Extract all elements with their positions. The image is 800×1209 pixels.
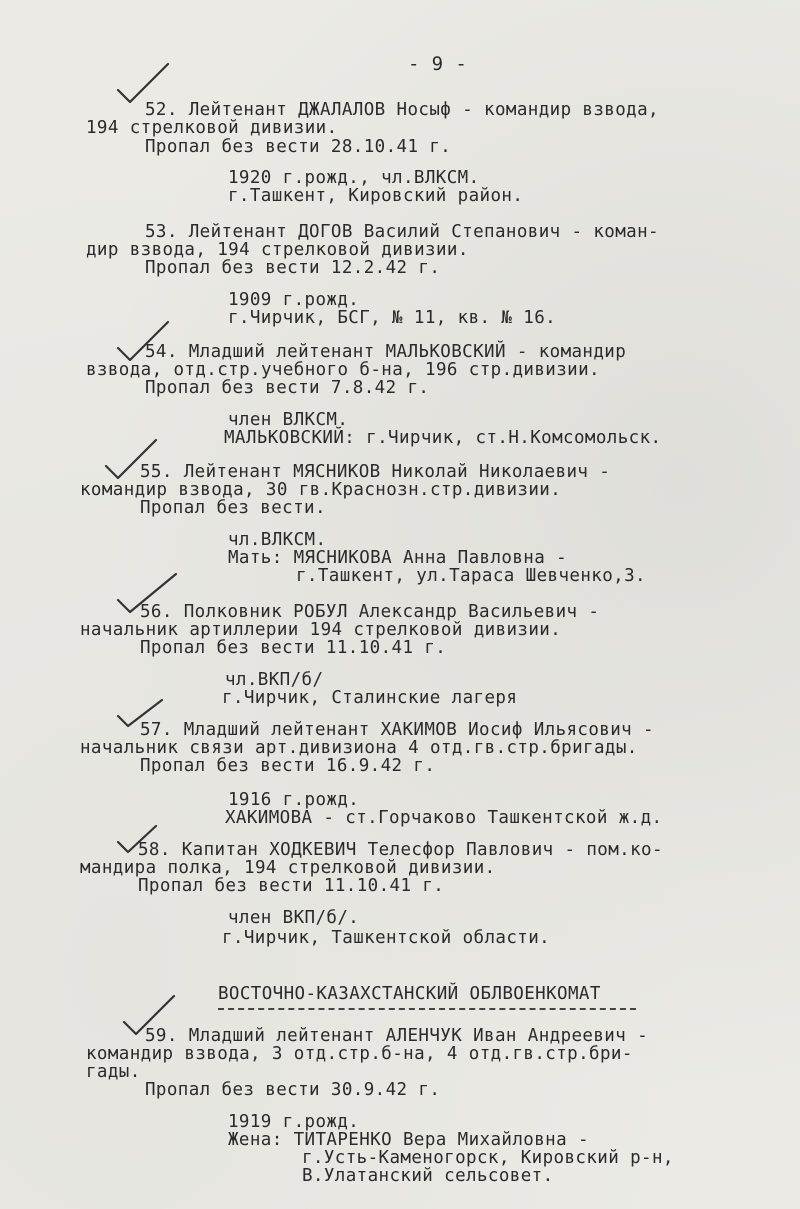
entry-53-info1: 1909 г.рожд. bbox=[228, 290, 360, 310]
entry-54-line2: взвода, отд.стр.учебного б-на, 196 стр.дивизии. bbox=[86, 360, 600, 380]
entry-55-line1: 55. Лейтенант МЯСНИКОВ Николай Николаевич - bbox=[140, 462, 611, 482]
entry-59-info1: 1919 г.рожд. bbox=[228, 1112, 360, 1132]
entry-57-missing: Пропал без вести 16.9.42 г. bbox=[140, 756, 436, 776]
entry-56-info1: чл.ВКП/б/ bbox=[225, 670, 324, 690]
entry-59-line3: гады. bbox=[86, 1062, 141, 1082]
entry-57-info1: 1916 г.рожд. bbox=[228, 790, 360, 810]
entry-59-line1: 59. Младший лейтенант АЛЕНЧУК Иван Андреевич - bbox=[145, 1026, 649, 1046]
entry-52-line1: 52. Лейтенант ДЖАЛАЛОВ Носыф - командир взвода, bbox=[145, 100, 659, 120]
entry-57-info2: ХАКИМОВА - ст.Горчаково Ташкентской ж.д. bbox=[225, 808, 663, 828]
page-number: - 9 - bbox=[408, 53, 468, 75]
entry-59-info2: Жена: ТИТАРЕНКО Вера Михайловна - bbox=[228, 1130, 589, 1150]
entry-54-line1: 54. Младший лейтенант МАЛЬКОВСКИЙ - командир bbox=[145, 342, 627, 362]
entry-54-info1: член ВЛКСМ. bbox=[228, 410, 349, 430]
entry-59-line2: командир взвода, 3 отд.стр.б-на, 4 отд.гв.стр.бри- bbox=[86, 1044, 633, 1064]
entry-55-info2: Мать: МЯСНИКОВА Анна Павловна - bbox=[228, 548, 568, 568]
entry-52-info1: 1920 г.рожд., чл.ВЛКСМ. bbox=[228, 168, 480, 188]
entry-55-missing: Пропал без вести. bbox=[140, 498, 326, 518]
entry-56-info2: г.Чирчик, Сталинские лагеря bbox=[222, 688, 518, 708]
entry-57-line2: начальник связи арт.дивизиона 4 отд.гв.стр.бригады. bbox=[80, 738, 638, 758]
entry-53-line1: 53. Лейтенант ДОГОВ Василий Степанович - коман- bbox=[145, 222, 659, 242]
entry-54-missing: Пропал без вести 7.8.42 г. bbox=[145, 378, 430, 398]
section-heading-underline bbox=[218, 1008, 636, 1010]
entry-53-line2: дир взвода, 194 стрелковой дивизии. bbox=[86, 240, 469, 260]
entry-58-line2: мандира полка, 194 стрелковой дивизии. bbox=[80, 858, 496, 878]
entry-59-info4: В.Улатанский сельсовет. bbox=[302, 1166, 554, 1186]
entry-52-line2: 194 стрелковой дивизии. bbox=[86, 118, 338, 138]
entry-55-info1: чл.ВЛКСМ. bbox=[228, 530, 327, 550]
entry-56-line2: начальник артиллерии 194 стрелковой дивизии. bbox=[80, 620, 562, 640]
section-heading: ВОСТОЧНО-КАЗАХСТАНСКИЙ ОБЛВОЕНКОМАТ bbox=[218, 984, 601, 1004]
entry-53-missing: Пропал без вести 12.2.42 г. bbox=[145, 258, 441, 278]
entry-52-missing: Пропал без вести 28.10.41 г. bbox=[145, 137, 452, 157]
entry-53-info2: г.Чирчик, БСГ, № 11, кв. № 16. bbox=[228, 308, 557, 328]
entry-55-info3: г.Ташкент, ул.Тараса Шевченко,3. bbox=[296, 566, 646, 586]
entry-58-line1: 58. Капитан ХОДКЕВИЧ Телесфор Павлович - пом.ко- bbox=[138, 840, 663, 860]
entry-58-info1: член ВКП/б/. bbox=[228, 908, 360, 928]
entry-59-info3: г.Усть-Каменогорск, Кировский р-н, bbox=[302, 1148, 674, 1168]
entry-57-line1: 57. Младший лейтенант ХАКИМОВ Иосиф Ильясович - bbox=[140, 720, 654, 740]
entry-55-line2: командир взвода, 30 гв.Краснозн.стр.дивизии. bbox=[80, 480, 562, 500]
entry-58-missing: Пропал без вести 11.10.41 г. bbox=[138, 876, 445, 896]
entry-56-missing: Пропал без вести 11.10.41 г. bbox=[140, 638, 447, 658]
entry-54-info2: МАЛЬКОВСКИЙ: г.Чирчик, ст.Н.Комсомольск. bbox=[224, 428, 662, 448]
entry-58-info2: г.Чирчик, Ташкентской области. bbox=[222, 928, 551, 948]
entry-52-info2: г.Ташкент, Кировский район. bbox=[228, 186, 524, 206]
entry-59-missing: Пропал без вести 30.9.42 г. bbox=[145, 1080, 441, 1100]
entry-56-line1: 56. Полковник РОБУЛ Александр Васильевич - bbox=[140, 602, 600, 622]
